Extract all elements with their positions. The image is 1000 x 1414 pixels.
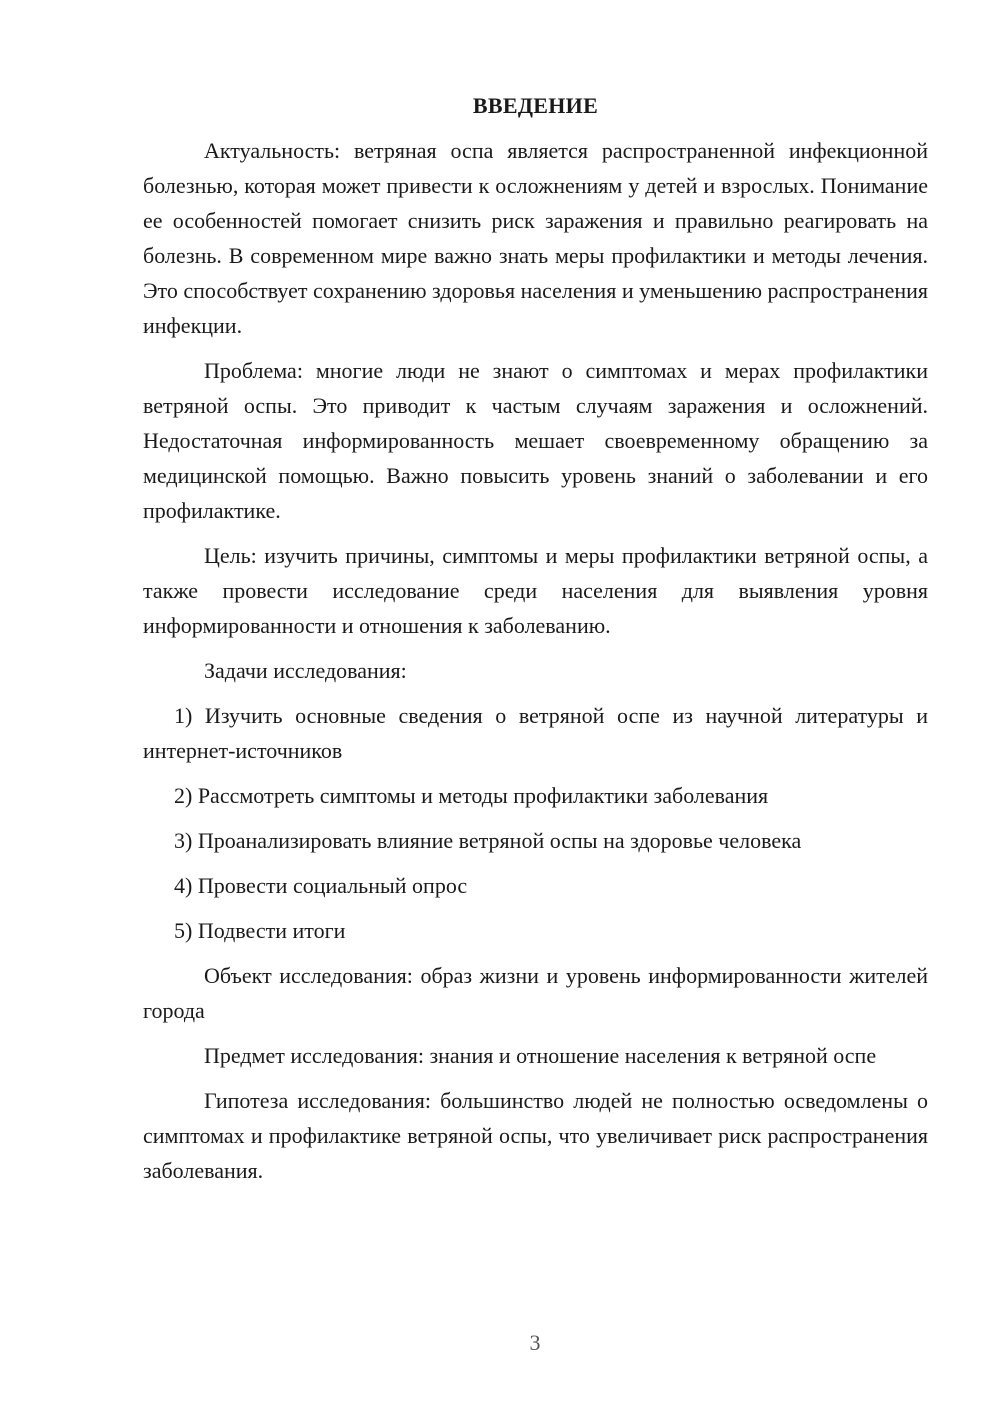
task-item-4: 4) Провести социальный опрос	[174, 873, 468, 898]
page-number: 3	[529, 1330, 541, 1355]
paragraph-relevance: Актуальность: ветряная оспа является распространенной инфекционной болезнью, которая может привести к осложнениям у детей и взрослых. Понимание ее особенностей помогает снизить риск заражения и правильно реагировать на болезнь. В современном мире важно знать меры профилактики и методы лечения. Это способствует сохранению здоровья населения и уменьшению распространения инфекции.	[143, 138, 928, 338]
paragraph-problem: Проблема: многие люди не знают о симптомах и мерах профилактики ветряной оспы. Это приводит к частым случаям заражения и осложнений. Недостаточная информированность мешает своевременному обращению за медицинской помощью. Важно повысить уровень знаний о заболевании и его профилактике.	[143, 358, 928, 523]
task-item-5: 5) Подвести итоги	[174, 918, 346, 943]
paragraph-hypothesis: Гипотеза исследования: большинство людей не полностью осведомлены о симптомах и профилактике ветряной оспы, что увеличивает риск распространения заболевания.	[143, 1088, 928, 1183]
tasks-heading: Задачи исследования:	[204, 658, 407, 683]
task-item-1: 1) Изучить основные сведения о ветряной оспе из научной литературы и интернет-источников	[143, 703, 928, 763]
paragraph-object: Объект исследования: образ жизни и уровень информированности жителей города	[143, 963, 928, 1023]
paragraph-goal: Цель: изучить причины, симптомы и меры профилактики ветряной оспы, а также провести исследование среди населения для выявления уровня информированности и отношения к заболеванию.	[143, 543, 928, 638]
page-title: ВВЕДЕНИЕ	[472, 93, 599, 118]
paragraph-subject: Предмет исследования: знания и отношение населения к ветряной оспе	[204, 1043, 877, 1068]
task-item-2: 2) Рассмотреть симптомы и методы профилактики заболевания	[174, 783, 769, 808]
task-item-3: 3) Проанализировать влияние ветряной оспы на здоровье человека	[174, 828, 802, 853]
document-page	[143, 88, 928, 1198]
